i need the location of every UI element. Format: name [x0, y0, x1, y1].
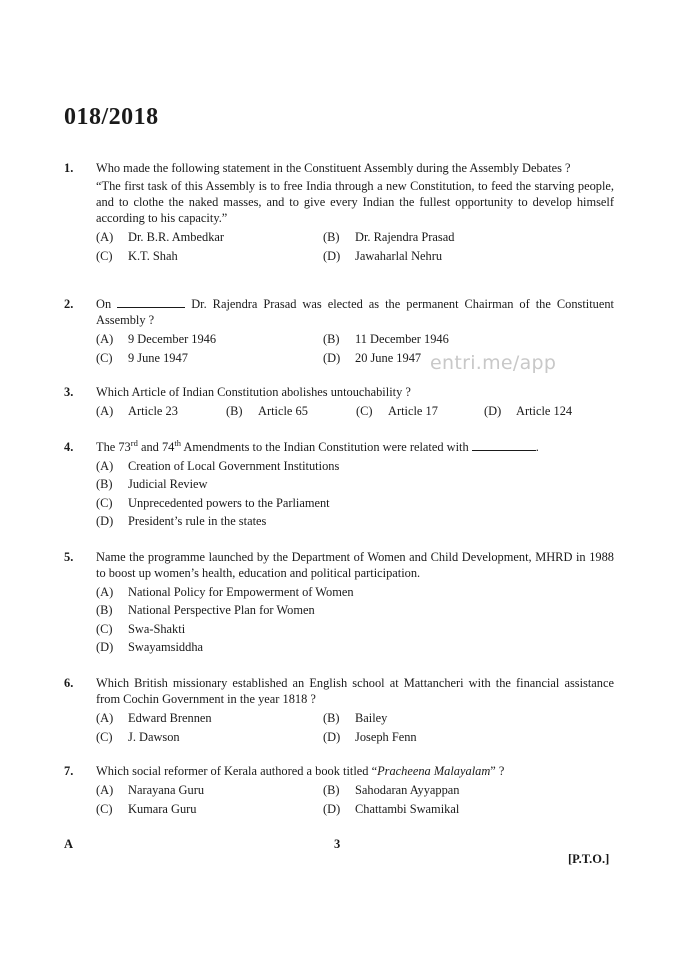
option-c: (C) J. Dawson	[96, 729, 180, 744]
footer-set-code: A	[64, 837, 74, 851]
question-number: 5.	[64, 550, 74, 564]
question-stem: Which Article of Indian Constitution abolishes untouchability ?	[96, 385, 411, 399]
answer-blank	[472, 440, 536, 451]
option-c: (C) K.T. Shah	[96, 248, 178, 263]
option-b: (B) 11 December 1946	[323, 332, 449, 347]
option-b: (B) Judicial Review	[96, 477, 208, 492]
option-a: (A) Article 23	[96, 404, 178, 418]
option-d: (D) Joseph Fenn	[323, 729, 417, 744]
question-number: 4.	[64, 440, 74, 454]
question-4	[64, 439, 614, 530]
option-c: (C) Unprecedented powers to the Parliament	[96, 495, 330, 510]
question-number: 1.	[64, 161, 74, 175]
option-a: (A) 9 December 1946	[96, 332, 217, 347]
option-c: (C) Article 17	[356, 404, 438, 418]
option-b: (B) Dr. Rajendra Prasad	[323, 230, 455, 245]
option-d: (D) Jawaharlal Nehru	[323, 248, 443, 263]
option-b: (B) Article 65	[226, 404, 308, 418]
option-a: (A) Dr. B.R. Ambedkar	[96, 230, 225, 245]
option-c: (C) 9 June 1947	[96, 350, 188, 365]
option-b: (B) National Perspective Plan for Women	[96, 603, 315, 618]
option-c: (C) Swa-Shakti	[96, 621, 186, 636]
question-number: 2.	[64, 297, 74, 311]
option-d: (D) President’s rule in the states	[96, 514, 267, 529]
option-b: (B) Sahodaran Ayyappan	[323, 783, 460, 798]
option-d: (D) 20 June 1947	[323, 350, 422, 365]
question-quote: “The first task of this Assembly is to free India through a new Constitution, to feed the starving people, and to clothe the naked masses, and to give every Indian the fullest opportunity to develop himself according to his capacity.”	[96, 179, 614, 225]
question-stem: The 73rd and 74th Amendments to the Indian Constitution were related with .	[96, 437, 539, 454]
question-stem: Name the programme launched by the Department of Women and Child Development, MHRD in 1988 to boost up women’s health, education and political participation.	[96, 550, 614, 580]
option-a: (A) Edward Brennen	[96, 711, 212, 726]
question-number: 6.	[64, 676, 74, 690]
question-stem: Which British missionary established an English school at Mattancheri with the financial assistance from Cochin Government in the year 1818 ?	[96, 676, 614, 706]
question-5	[64, 549, 614, 656]
option-a: (A) Creation of Local Government Institutions	[96, 459, 340, 474]
question-3	[64, 384, 614, 420]
footer-pto: [P.T.O.]	[568, 852, 610, 866]
question-1	[64, 160, 614, 265]
option-c: (C) Kumara Guru	[96, 801, 197, 816]
option-d: (D) Article 124	[484, 404, 573, 418]
question-stem: Who made the following statement in the Constituent Assembly during the Assembly Debates ?	[96, 161, 571, 175]
question-stem: Which social reformer of Kerala authored a book titled “Pracheena Malayalam” ?	[96, 764, 505, 778]
question-7	[64, 763, 614, 818]
option-b: (B) Bailey	[323, 711, 388, 726]
option-d: (D) Chattambi Swamikal	[323, 801, 460, 816]
option-d: (D) Swayamsiddha	[96, 640, 204, 655]
question-stem: On Dr. Rajendra Prasad was elected as the permanent Chairman of the Constituent Assembly ?	[96, 297, 615, 327]
question-6	[64, 675, 614, 746]
option-a: (A) Narayana Guru	[96, 783, 205, 798]
question-number: 7.	[64, 764, 74, 778]
watermark: entri.me/app	[430, 352, 557, 374]
question-number: 3.	[64, 385, 74, 399]
answer-blank	[117, 297, 185, 308]
option-a: (A) National Policy for Empowerment of Women	[96, 585, 354, 600]
footer-page-number: 3	[334, 837, 341, 851]
exam-code: 018/2018	[64, 104, 159, 130]
